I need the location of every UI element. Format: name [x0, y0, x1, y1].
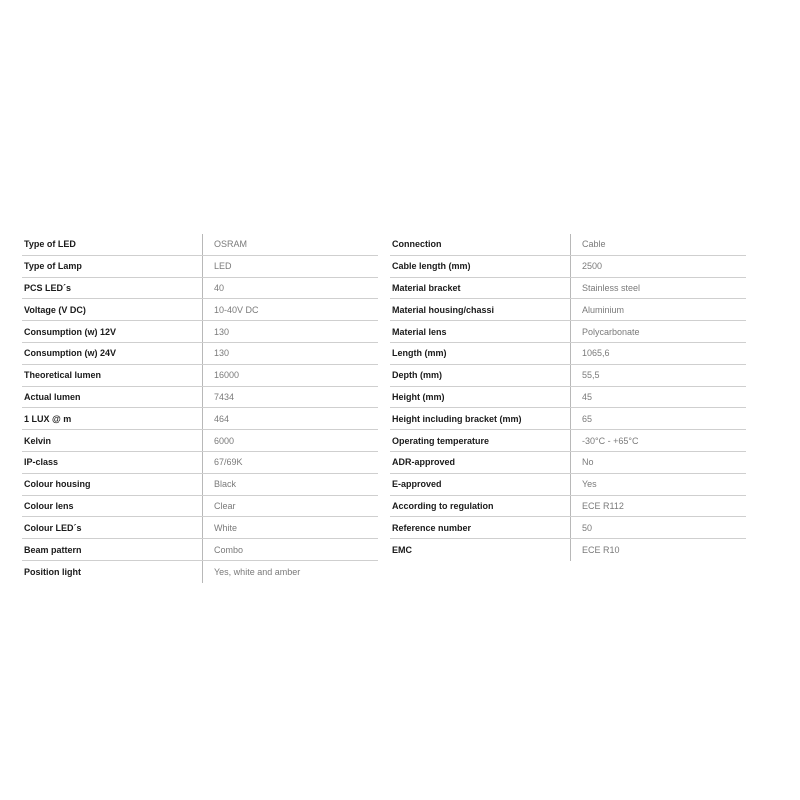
spec-row [390, 474, 746, 496]
spec-label: Type of LED [24, 239, 76, 250]
spec-value: No [570, 452, 746, 473]
spec-label: According to regulation [392, 500, 494, 511]
spec-value: 65 [570, 408, 746, 429]
spec-value: Cable [570, 234, 746, 255]
spec-label: Reference number [392, 522, 472, 533]
spec-value: Yes [570, 474, 746, 495]
spec-label: Theoretical lumen [24, 370, 102, 381]
spec-row [390, 452, 746, 474]
spec-label: E-approved [392, 479, 442, 490]
spec-value: Black [202, 474, 378, 495]
spec-row [22, 430, 378, 452]
spec-label: Kelvin [24, 435, 52, 446]
spec-value: 130 [202, 321, 378, 342]
spec-value: 55,5 [570, 365, 746, 386]
spec-value: 67/69K [202, 452, 378, 473]
spec-label: ADR-approved [392, 457, 456, 468]
spec-value: OSRAM [202, 234, 378, 255]
spec-label: PCS LED´s [24, 282, 72, 293]
spec-value: 2500 [570, 256, 746, 277]
spec-row [22, 387, 378, 409]
spec-row [390, 365, 746, 387]
spec-row [22, 321, 378, 343]
spec-label: EMC [392, 545, 412, 556]
spec-label: 1 LUX @ m [24, 413, 72, 424]
spec-label: Position light [24, 566, 81, 577]
spec-row [22, 561, 378, 583]
spec-row [22, 474, 378, 496]
spec-value: 1065,6 [570, 343, 746, 364]
spec-value: ECE R10 [570, 539, 746, 561]
spec-row [22, 365, 378, 387]
spec-label: Type of Lamp [24, 261, 82, 272]
spec-value: 10-40V DC [202, 299, 378, 320]
spec-label: Consumption (w) 24V [24, 348, 116, 359]
spec-row [22, 408, 378, 430]
spec-label: Height including bracket (mm) [392, 413, 522, 424]
spec-label: Depth (mm) [392, 370, 442, 381]
spec-label: Consumption (w) 12V [24, 326, 116, 337]
spec-row [390, 234, 746, 256]
spec-value: White [202, 517, 378, 538]
spec-table-right [390, 234, 746, 561]
spec-row [22, 299, 378, 321]
spec-table-left [22, 234, 378, 583]
spec-value: Combo [202, 539, 378, 560]
spec-value: 45 [570, 387, 746, 408]
spec-row [22, 256, 378, 278]
spec-row [390, 408, 746, 430]
spec-value: Clear [202, 496, 378, 517]
spec-label: Voltage (V DC) [24, 304, 86, 315]
spec-row [390, 517, 746, 539]
spec-value: 6000 [202, 430, 378, 451]
spec-value: LED [202, 256, 378, 277]
spec-row [390, 343, 746, 365]
spec-row [22, 496, 378, 518]
spec-label: Connection [392, 239, 442, 250]
spec-row [390, 256, 746, 278]
spec-row [390, 278, 746, 300]
spec-label: Colour LED´s [24, 522, 82, 533]
spec-value: 40 [202, 278, 378, 299]
spec-value: ECE R112 [570, 496, 746, 517]
spec-label: Cable length (mm) [392, 261, 471, 272]
spec-row [22, 517, 378, 539]
spec-label: Material housing/chassi [392, 304, 495, 315]
spec-value: Yes, white and amber [202, 561, 378, 583]
spec-label: Material lens [392, 326, 447, 337]
spec-row [390, 496, 746, 518]
spec-value: 464 [202, 408, 378, 429]
spec-label: Operating temperature [392, 435, 490, 446]
spec-row [390, 321, 746, 343]
spec-row [390, 299, 746, 321]
spec-label: Material bracket [392, 282, 461, 293]
spec-label: Colour lens [24, 500, 74, 511]
spec-row [390, 387, 746, 409]
spec-row [22, 343, 378, 365]
spec-value: Aluminium [570, 299, 746, 320]
spec-label: Actual lumen [24, 391, 81, 402]
spec-row [22, 278, 378, 300]
spec-value: Polycarbonate [570, 321, 746, 342]
spec-row [22, 539, 378, 561]
spec-value: 7434 [202, 387, 378, 408]
spec-row [22, 234, 378, 256]
spec-row [390, 430, 746, 452]
spec-value: 16000 [202, 365, 378, 386]
spec-label: Beam pattern [24, 544, 82, 555]
spec-value: -30°C - +65°C [570, 430, 746, 451]
spec-value: 50 [570, 517, 746, 538]
spec-row [22, 452, 378, 474]
spec-label: Colour housing [24, 479, 91, 490]
spec-value: 130 [202, 343, 378, 364]
spec-label: Height (mm) [392, 391, 445, 402]
spec-value: Stainless steel [570, 278, 746, 299]
spec-label: IP-class [24, 457, 59, 468]
spec-row [390, 539, 746, 561]
spec-label: Length (mm) [392, 348, 447, 359]
